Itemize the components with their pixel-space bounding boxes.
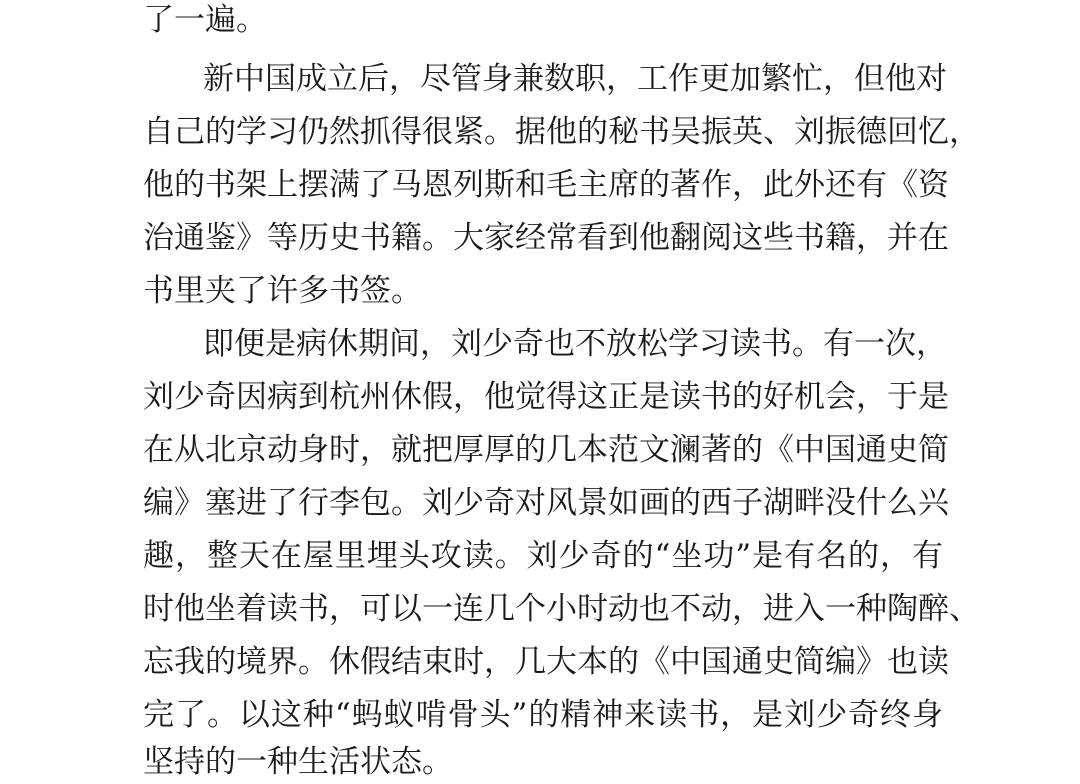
text-line: 他的书架上摆满了马恩列斯和毛主席的著作，此外还有《资 [143,167,949,203]
paragraph-first-line: 即便是病休期间，刘少奇也不放松学习读书。有一次， [203,326,947,362]
text-line: 书里夹了许多书签。 [143,273,422,309]
text-line: 治通鉴》等历史书籍。大家经常看到他翻阅这些书籍，并在 [143,220,949,256]
text-line: 忘我的境界。休假结束时，几大本的《中国通史简编》也读 [143,644,949,680]
text-line: 在从北京动身时，就把厚厚的几本范文澜著的《中国通史简 [143,432,949,468]
text-line: 趣，整天在屋里埋头攻读。刘少奇的“坐功”是有名的，有 [143,538,943,574]
text-line: 编》塞进了行李包。刘少奇对风景如画的西子湖畔没什么兴 [143,485,949,521]
paragraph-first-line: 新中国成立后，尽管身兼数职，工作更加繁忙，但他对 [203,61,947,97]
text-line: 完了。以这种“蚂蚁啃骨头”的精神来读书，是刘少奇终身 [143,697,943,733]
text-line: 自己的学习仍然抓得很紧。据他的秘书吴振英、刘振德回忆， [143,114,980,150]
text-line: 坚持的一种生活状态。 [143,744,453,780]
text-line: 了一遍。 [143,2,267,38]
text-line: 刘少奇因病到杭州休假，他觉得这正是读书的好机会，于是 [143,379,949,415]
text-line: 时他坐着读书，可以一连几个小时动也不动，进入一种陶醉、 [143,591,980,627]
